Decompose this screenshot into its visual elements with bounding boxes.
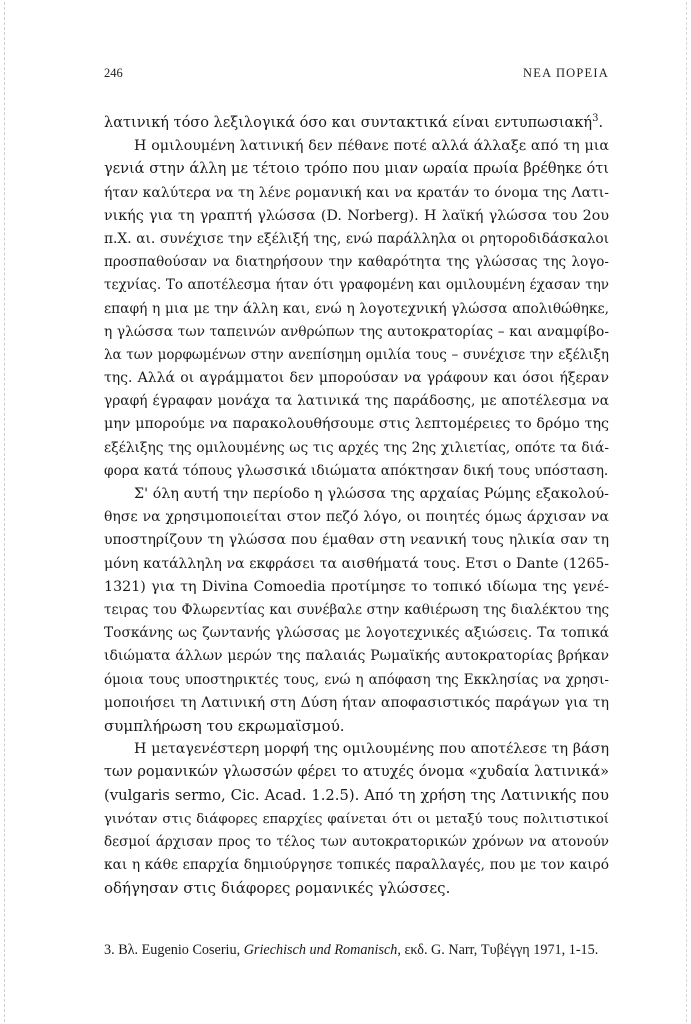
text-line	[104, 576, 609, 599]
text-line	[104, 761, 609, 784]
text-line-content: μοποιήσει τη Λατινική στη Δύση ήταν αποφασιστικός παράγων για τη	[104, 694, 609, 711]
text-line	[104, 622, 609, 645]
text-line	[104, 553, 609, 576]
text-line	[104, 112, 609, 135]
text-line-content: π.Χ. αι. συνέχισε την εξέλιξή της, ενώ παράλληλα οι ρητοροδιδάσκαλοι	[104, 230, 609, 247]
text-line-content: υποστηρίζουν τη γλώσσα που έμαθαν στη νεανική τους ηλικία σαν τη	[104, 532, 609, 549]
text-line-content: προσπαθούσαν να διατηρήσουν την καθαρότητα της γλώσσας της λογο-	[104, 254, 609, 271]
text-line-content: φορα κατά τόπους γλωσσικά ιδιώματα απόκτησαν δική τους υπόσταση.	[104, 462, 609, 479]
text-line	[104, 738, 609, 761]
text-line	[104, 158, 609, 181]
text-line-content: Τοσκάνης ως ζωντανής γλώσσας με λογοτεχνικές αξιώσεις. Τα τοπικά	[104, 625, 609, 642]
text-line-content: και η κάθε επαρχία δημιούργησε τοπικές παραλλαγές, που με τον καιρό	[104, 857, 609, 873]
text-line	[104, 645, 609, 668]
text-line	[104, 298, 609, 321]
text-line	[104, 367, 609, 390]
text-line	[104, 529, 609, 552]
text-line-content: λα των μορφωμένων στην ανεπίσημη ομιλία τους – συνέχισε την εξέλιξη	[104, 346, 609, 363]
text-line	[104, 437, 609, 460]
text-line	[104, 344, 609, 367]
footnote	[104, 940, 614, 960]
text-line-content: μην μπορούμε να παρακολουθήσουμε στις λεπτομέρειες το δρόμο της	[104, 416, 609, 433]
footnote-prefix: 3. Βλ. Eugenio Coseriu,	[104, 942, 244, 958]
text-line	[104, 460, 609, 483]
text-line-content: νικής για τη γραπτή γλώσσα (D. Norberg). Η λαϊκή γλώσσα του 2ου	[104, 207, 609, 224]
footnote-ref: 3	[592, 113, 599, 125]
text-line-content: δεσμοί άρχισαν προς το τέλος των αυτοκρατορικών χρόνων να ατονούν	[104, 833, 609, 850]
text-line-content: τειρας του Φλωρεντίας και συνέβαλε στην καθιέρωση της διαλέκτου της	[104, 601, 609, 618]
text-line	[104, 390, 609, 413]
text-line	[104, 808, 609, 831]
text-line	[104, 854, 609, 877]
text-line-content: των ρομανικών γλωσσών φέρει το ατυχές όνομα «χυδαία λατινικά»	[104, 764, 609, 781]
text-line	[104, 413, 609, 436]
page-number: 246	[104, 66, 123, 80]
text-line-content: λατινική τόσο λεξιλογικά όσο και συντακτικά είναι εντυπωσιακή	[104, 115, 593, 131]
text-line-content: Η ομιλουμένη λατινική δεν πέθανε ποτέ αλλά άλλαξε από τη μια	[134, 138, 609, 155]
text-line-content: εξέλιξης της ομιλουμένης ως τις αρχές της 2ης χιλιετίας, οπότε τα διά-	[104, 439, 609, 456]
text-line-content: γινόταν στις διάφορες επαρχίες φαίνεται ότι οι μεταξύ τους πολιτιστικοί	[104, 811, 609, 827]
text-line-content: επαφή η μια με την άλλη και, ενώ η λογοτεχνική γλώσσα απολιθώθηκε,	[104, 300, 609, 317]
text-line-content: 1321) για τη Divina Comoedia προτίμησε το τοπικό ιδίωμα της γενέ-	[104, 578, 609, 595]
text-line	[104, 182, 609, 205]
text-line	[104, 784, 609, 807]
text-line-content: όμοια τους υποστηρικτές τους, ενώ η απόφαση της Εκκλησίας να χρησι-	[104, 671, 609, 688]
text-line-content: η γλώσσα των ταπεινών ανθρώπων της αυτοκρατορίας – και αναμφίβο-	[104, 323, 609, 340]
text-line	[104, 692, 609, 715]
text-line-content: ιδιώματα άλλων μερών της παλαιάς Ρωμαϊκής αυτοκρατορίας βρήκαν	[104, 648, 609, 665]
text-line	[104, 321, 609, 344]
text-line-content: Σ' όλη αυτή την περίοδο η γλώσσα της αρχαίας Ρώμης εξακολού-	[134, 486, 609, 502]
running-head: ΝΕΑ ΠΟΡΕΙΑ	[523, 66, 609, 80]
text-line-content: συμπλήρωση του εκρωμαϊσμού.	[104, 716, 345, 735]
text-line-content: γραφή έγραφαν μονάχα τα λατινικά της παράδοσης, με αποτέλεσμα να	[104, 393, 609, 410]
text-line	[104, 599, 609, 622]
text-line-content: θησε να χρησιμοποιείται στον πεζό λόγο, οι ποιητές όμως άρχισαν να	[104, 509, 609, 526]
text-line-content: μόνη κατάλληλη να εκφράσει τα αισθήματά τους. Ετσι ο Dante (1265-	[104, 555, 609, 572]
footnote-title: Griechisch und Romanisch	[243, 942, 398, 958]
text-line	[104, 205, 609, 228]
text-line	[104, 251, 609, 274]
text-line	[104, 506, 609, 529]
text-line	[104, 877, 609, 900]
body-text	[104, 112, 609, 900]
text-line-content: γενιά στην άλλη με τέτοιο τρόπο που μιαν ωραία πρωία βρέθηκε ότι	[104, 161, 609, 178]
text-line-content: ήταν καλύτερα να τη λένε ρομανική και να κρατάν το όνομα της Λατι-	[104, 184, 609, 201]
text-line	[104, 228, 609, 251]
text-line	[104, 274, 609, 297]
text-line	[104, 135, 609, 158]
text-line-content: τεχνίας. Το αποτέλεσμα ήταν ότι γραφομένη και ομιλουμένη έχασαν την	[104, 277, 609, 294]
footnote-suffix: , εκδ. G. Narr, Τυβέγγη 1971, 1-15.	[397, 942, 599, 958]
text-line-content: της. Αλλά οι αγράμματοι δεν μπορούσαν να γράφουν και όσοι ήξεραν	[104, 370, 609, 387]
page-header	[104, 66, 609, 86]
text-line	[104, 715, 609, 738]
text-line-content: (vulgaris sermo, Cic. Acad. 1.2.5). Από τη χρήση της Λατινικής που	[104, 787, 609, 805]
text-line	[104, 831, 609, 854]
text-line-content: Η μεταγενέστερη μορφή της ομιλουμένης που αποτέλεσε τη βάση	[134, 741, 609, 758]
text-line-tail: .	[598, 115, 604, 131]
text-line-content: οδήγησαν στις διάφορες ρομανικές γλώσσες.	[104, 879, 451, 898]
text-line	[104, 483, 609, 506]
text-line	[104, 669, 609, 692]
